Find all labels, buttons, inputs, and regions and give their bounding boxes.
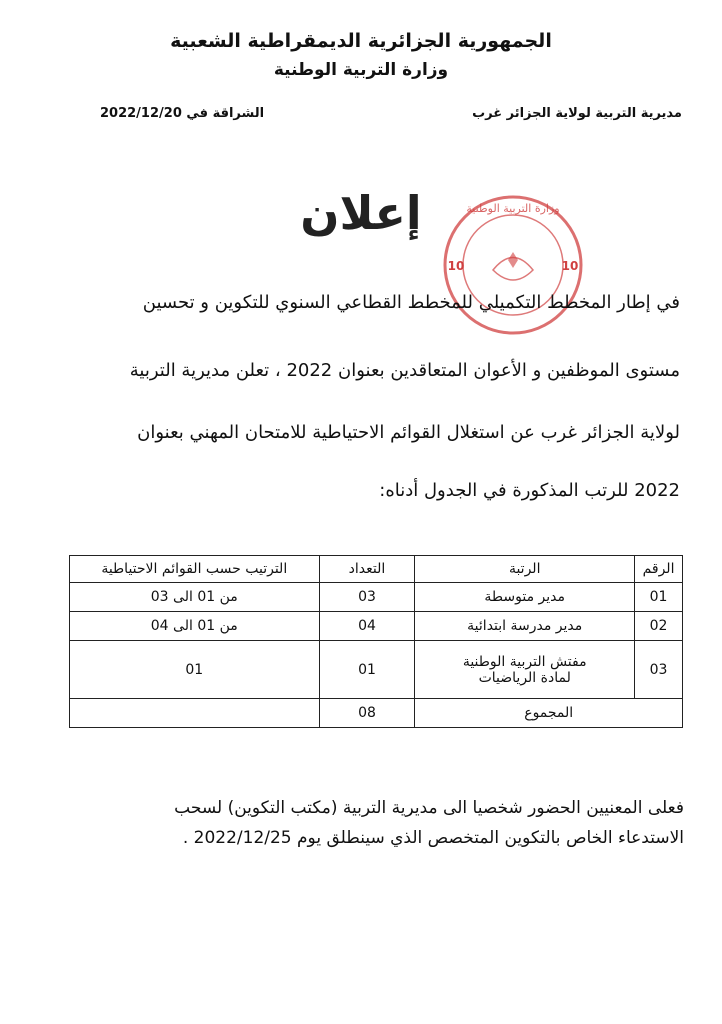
row-rank-cell bbox=[415, 641, 635, 699]
footer-line-2: الاستدعاء الخاص بالتكوين المتخصص الذي سينطلق يوم 2022/12/25 . bbox=[182, 828, 684, 848]
stamp-number-left: 10 bbox=[447, 259, 465, 273]
row-count: 01 bbox=[319, 641, 415, 699]
header-num: الرقم bbox=[635, 556, 683, 583]
row-num: 02 bbox=[635, 612, 683, 641]
body-line-2: مستوى الموظفين و الأعوان المتعاقدين بعنوان 2022 ، تعلن مديرية التربية bbox=[129, 360, 680, 381]
body-line-1: في إطار المخطط التكميلي للمخطط القطاعي السنوي للتكوين و تحسين bbox=[142, 292, 680, 313]
row-num: 01 bbox=[635, 583, 683, 612]
table-row bbox=[70, 641, 683, 699]
row-num: 03 bbox=[635, 641, 683, 699]
header-rank: الرتبة bbox=[415, 556, 635, 583]
republic-header: الجمهورية الجزائرية الديمقراطية الشعبية bbox=[170, 30, 552, 52]
table-total-row bbox=[70, 699, 683, 728]
row-rank: مفتش التربية الوطنية bbox=[462, 653, 587, 670]
stamp-text: وزارة التربية الوطنية bbox=[466, 202, 560, 215]
row-order: من 01 الى 04 bbox=[70, 612, 320, 641]
body-line-3: لولاية الجزائر غرب عن استغلال القوائم الاحتياطية للامتحان المهني بعنوان bbox=[137, 422, 680, 443]
footer-line-1: فعلى المعنيين الحضور شخصيا الى مديرية التربية (مكتب التكوين) لسحب bbox=[174, 798, 684, 818]
body-line-4: 2022 للرتب المذكورة في الجدول أدناه: bbox=[379, 480, 680, 501]
stamp-number-right: 10 bbox=[561, 259, 579, 273]
row-rank-subject: لمادة الرياضيات bbox=[478, 669, 571, 686]
directorate-label: مديرية التربية لولاية الجزائر غرب bbox=[472, 106, 682, 121]
header-count: التعداد bbox=[319, 556, 415, 583]
table-row bbox=[70, 612, 683, 641]
header-order: الترتيب حسب القوائم الاحتياطية bbox=[70, 556, 320, 583]
row-order: 01 bbox=[70, 641, 320, 699]
ranks-table bbox=[69, 555, 683, 728]
total-label: المجموع bbox=[415, 699, 683, 728]
table-header-row bbox=[70, 556, 683, 583]
announcement-title: إعلان bbox=[300, 186, 422, 240]
row-order: من 01 الى 03 bbox=[70, 583, 320, 612]
row-count: 03 bbox=[319, 583, 415, 612]
total-value: 08 bbox=[319, 699, 415, 728]
row-count: 04 bbox=[319, 612, 415, 641]
row-rank: مدير مدرسة ابتدائية bbox=[415, 612, 635, 641]
ministry-header: وزارة التربية الوطنية bbox=[273, 60, 449, 80]
total-empty-cell bbox=[70, 699, 320, 728]
table-row bbox=[70, 583, 683, 612]
place-date: الشراقة في 2022/12/20 bbox=[100, 106, 265, 121]
row-rank: مدير متوسطة bbox=[415, 583, 635, 612]
